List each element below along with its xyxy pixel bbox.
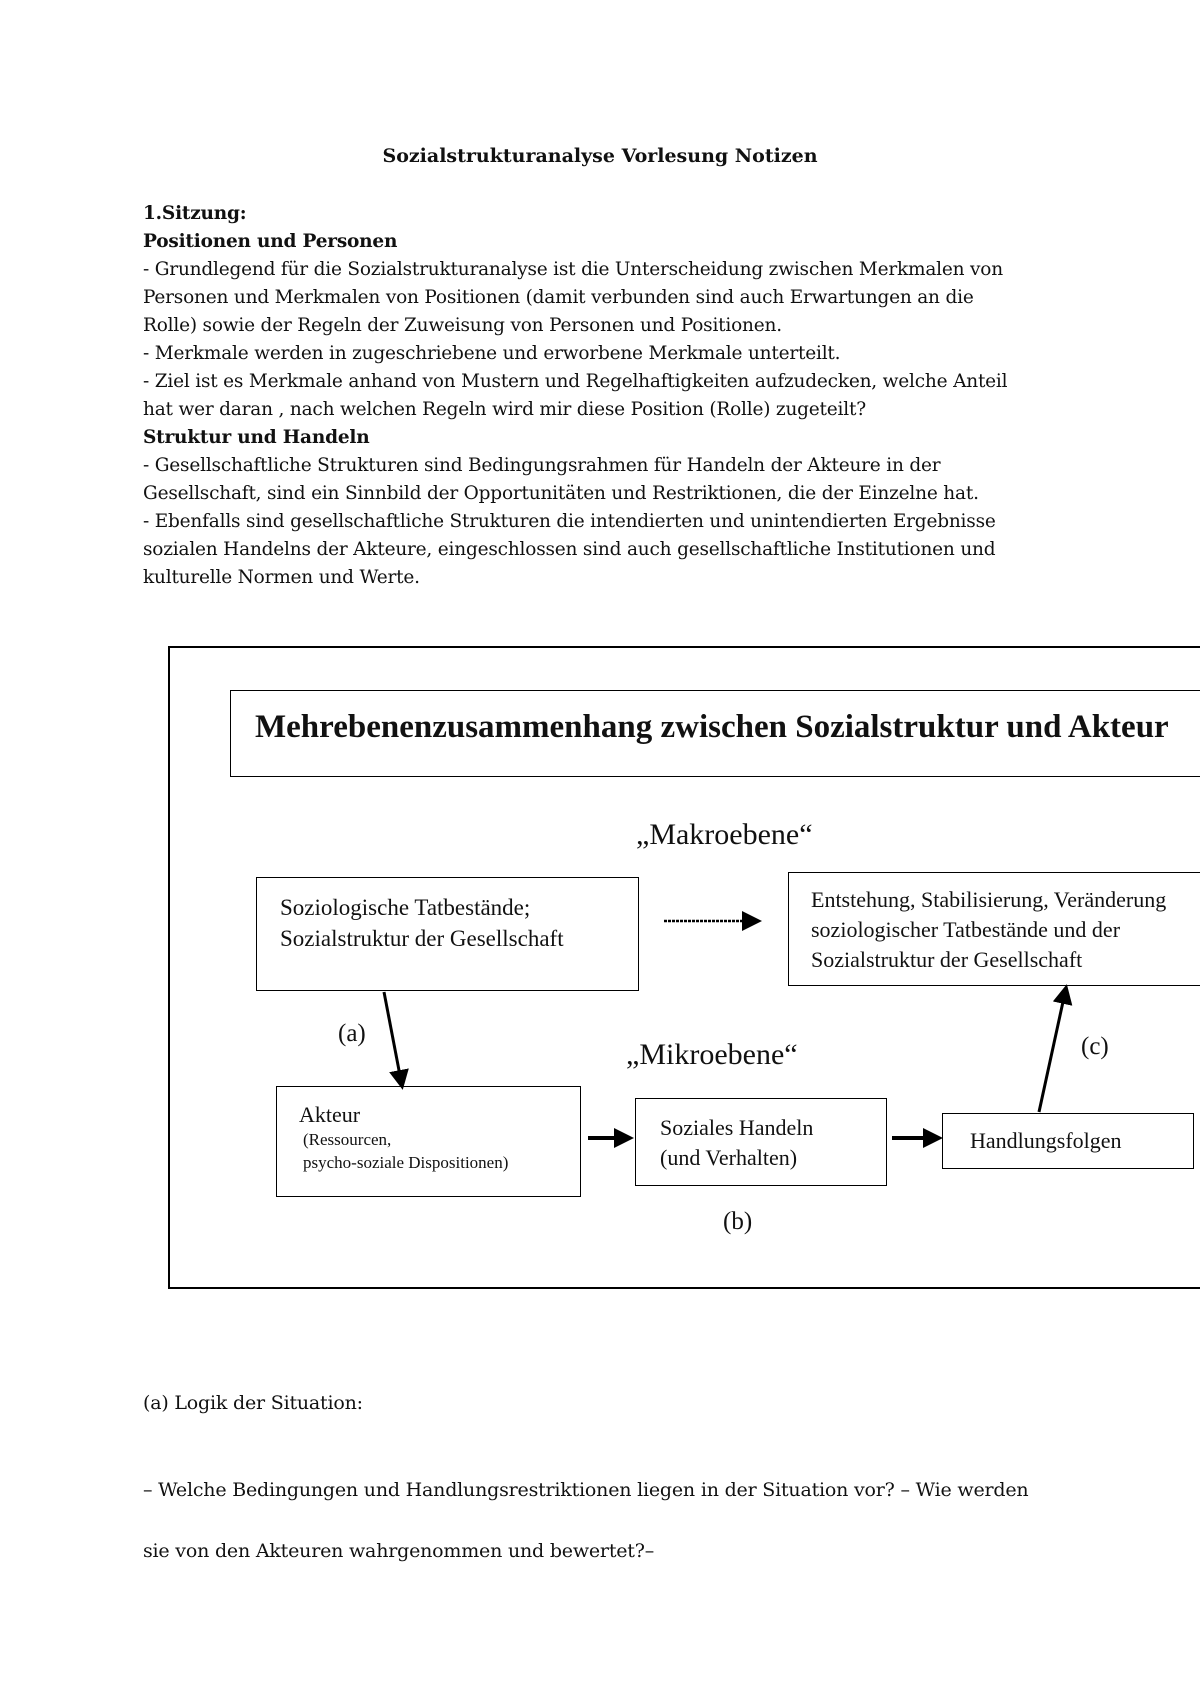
text-line: Personen und Merkmalen von Positionen (damit verbunden sind auch Erwartungen an die [143, 287, 974, 308]
box-entstehung-line3: Sozialstruktur der Gesellschaft [811, 947, 1083, 972]
section-heading: 1.Sitzung: [143, 203, 247, 224]
text-line: - Ebenfalls sind gesellschaftliche Strukturen die intendierten und unintendierten Ergebnisse [143, 511, 996, 532]
text-line: - Gesellschaftliche Strukturen sind Bedingungsrahmen für Handeln der Akteure in der [143, 455, 941, 476]
text-line: sozialen Handelns der Akteure, eingeschlossen sind auch gesellschaftliche Institutionen und [143, 539, 996, 560]
diagram-title: Mehrebenenzusammenhang zwischen Sozialstruktur und Akteur [255, 709, 1169, 745]
text-line: Rolle) sowie der Regeln der Zuweisung von Personen und Positionen. [143, 315, 782, 336]
section-heading: Struktur und Handeln [143, 427, 370, 448]
box-entstehung-line1: Entstehung, Stabilisierung, Veränderung [811, 887, 1167, 912]
box-soziologisch-line2: Sozialstruktur der Gesellschaft [280, 926, 564, 951]
text-line: - Merkmale werden in zugeschriebene und erworbene Merkmale unterteilt. [143, 343, 841, 364]
label-c: (c) [1081, 1033, 1109, 1060]
box-akteur-line2: (Ressourcen, [303, 1130, 392, 1149]
box-akteur-line1: Akteur [299, 1102, 361, 1127]
text-line: hat wer daran , nach welchen Regeln wird mir diese Position (Rolle) zugeteilt? [143, 399, 866, 420]
section-heading: Positionen und Personen [143, 231, 398, 252]
text-line: kulturelle Normen und Werte. [143, 567, 420, 588]
text-line: - Grundlegend für die Sozialstrukturanalyse ist die Unterscheidung zwischen Merkmalen von [143, 259, 1003, 280]
label-a: (a) [338, 1020, 366, 1047]
text-line: - Ziel ist es Merkmale anhand von Mustern und Regelhaftigkeiten aufzudecken, welche Anteil [143, 371, 1008, 392]
bottom-line-2: sie von den Akteuren wahrgenommen und bewertet?– [143, 1540, 655, 1562]
box-soziologisch-line1: Soziologische Tatbestände; [280, 895, 531, 920]
box-folgen-line1: Handlungsfolgen [970, 1128, 1122, 1153]
label-b: (b) [723, 1208, 753, 1235]
page-title: Sozialstrukturanalyse Vorlesung Notizen [382, 145, 818, 167]
arrow-a [384, 992, 402, 1086]
text-line: Gesellschaft, sind ein Sinnbild der Opportunitäten und Restriktionen, die der Einzelne hat. [143, 483, 979, 504]
mikro-label: „Mikroebene“ [626, 1038, 798, 1071]
box-entstehung-line2: soziologischer Tatbestände und der [811, 917, 1121, 942]
makro-label: „Makroebene“ [636, 818, 813, 851]
box-handeln-line1: Soziales Handeln [660, 1115, 814, 1140]
multilevel-diagram [168, 646, 1200, 1289]
bottom-heading: (a) Logik der Situation: [143, 1392, 363, 1414]
bottom-line-1: – Welche Bedingungen und Handlungsrestriktionen liegen in der Situation vor? – Wie werden [143, 1479, 1029, 1501]
arrow-c [1039, 988, 1066, 1112]
box-handeln-line2: (und Verhalten) [660, 1145, 798, 1170]
box-akteur-line3: psycho-soziale Dispositionen) [303, 1153, 509, 1172]
diagram-arrows [170, 648, 1200, 1291]
notes-body [143, 200, 1143, 592]
